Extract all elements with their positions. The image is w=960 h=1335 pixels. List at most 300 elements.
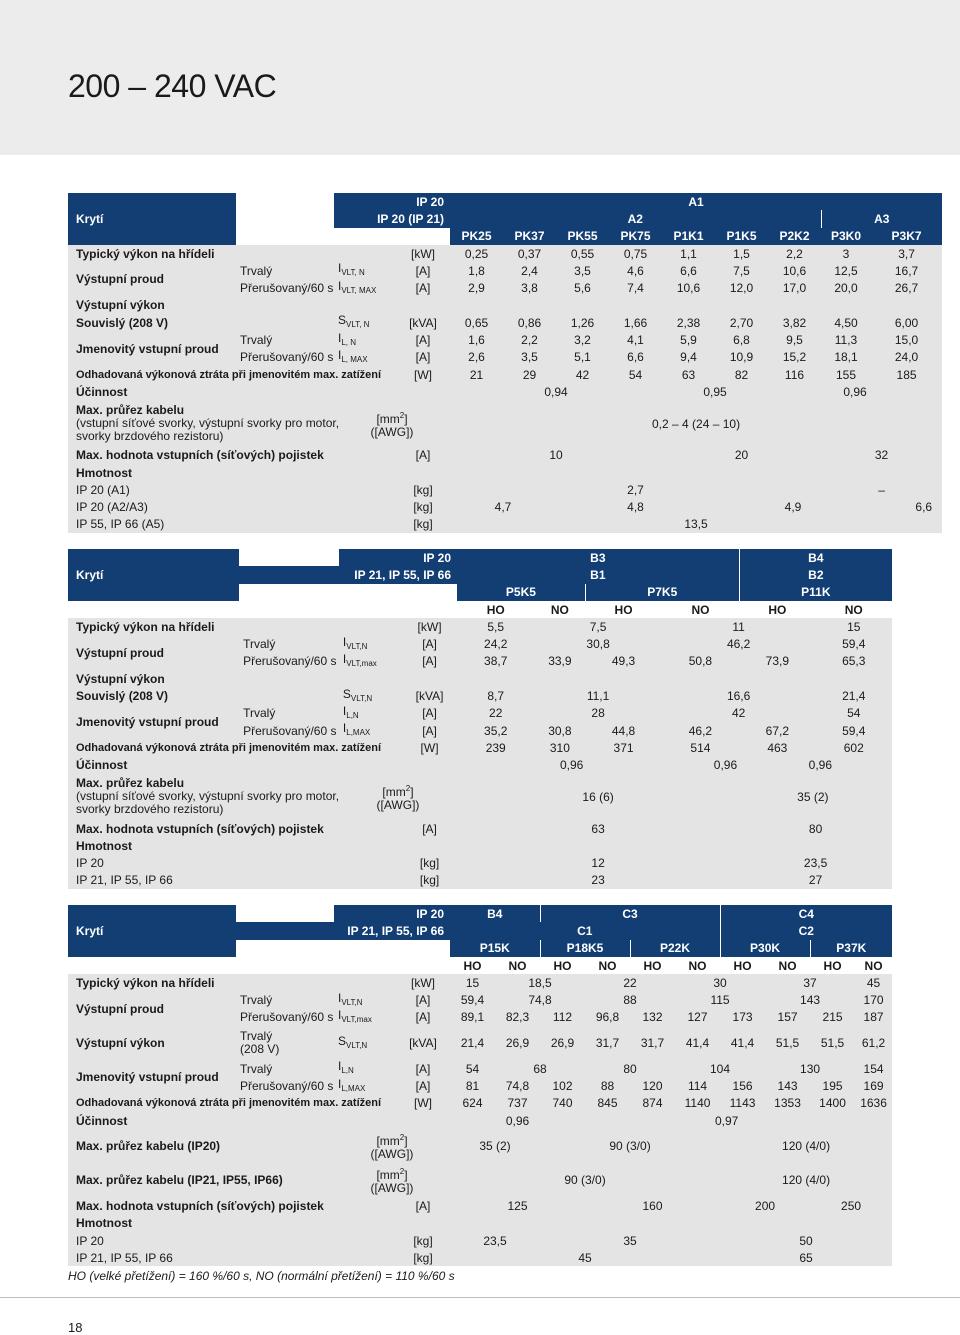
cell: 1636 (855, 1095, 892, 1112)
cell: 602 (816, 739, 892, 756)
cell: 239 (457, 739, 534, 756)
unit: [kg] (396, 481, 450, 498)
unit: [W] (396, 1095, 450, 1112)
row-label: Max. průřez kabelu (76, 776, 185, 791)
cell: 73,9 (739, 653, 815, 670)
cell: 0,96 (585, 757, 739, 774)
symbol-sub: L,N (346, 710, 359, 720)
model-code: P1K5 (715, 228, 768, 245)
cell: 0,65 (450, 314, 503, 331)
ho-label: HO (540, 957, 585, 974)
symbol-sub: VLT, N (346, 320, 370, 330)
symbol: S (338, 1033, 347, 1048)
unit: [A] (396, 1009, 450, 1026)
frame-c2: C2 (720, 922, 892, 939)
cell: 2,2 (768, 245, 821, 262)
row-label: Max. hodnota vstupních (síťových) pojistek (68, 447, 396, 464)
table-row (68, 1249, 892, 1266)
row-label: IP 20 (A2/A3) (68, 498, 396, 515)
row-note: (vstupní síťové svorky, výstupní svorky pro motor, (76, 416, 340, 431)
cell: 0,96 (768, 383, 942, 400)
model-code: P5K5 (457, 584, 585, 601)
cell: 154 (855, 1060, 892, 1077)
cell: 29 (503, 366, 556, 383)
symbol-sub: L, N (341, 337, 357, 347)
cell: 1,5 (715, 245, 768, 262)
cell: 112 (540, 1009, 585, 1026)
model-code: P3K7 (871, 228, 942, 245)
symbol-sub: L,MAX (341, 1083, 366, 1093)
frame-c4: C4 (720, 905, 892, 922)
table-row (68, 820, 892, 837)
cell: 120 (4/0) (720, 1129, 892, 1163)
symbol-sub: L,MAX (346, 728, 371, 738)
unit: [kVA] (396, 314, 450, 331)
cell: 0,2 – 4 (24 – 10) (450, 401, 942, 447)
unit: [A] (396, 447, 450, 464)
cell: 7,4 (609, 279, 662, 296)
cell: 22 (585, 974, 675, 991)
cell: 6,6 (609, 349, 662, 366)
unit: [kg] (396, 1232, 450, 1249)
unit: [A] (402, 653, 457, 670)
table-row (68, 447, 942, 464)
cell: 1400 (810, 1095, 855, 1112)
cell: 37 (765, 974, 855, 991)
cell: 63 (457, 820, 739, 837)
symbol-sub: L, MAX (341, 354, 368, 364)
row-label: Typický výkon na hřídeli (68, 245, 396, 262)
cell: 90 (3/0) (450, 1163, 720, 1197)
cell: 89,1 (450, 1009, 495, 1026)
unit: [kW] (402, 618, 457, 635)
table-row (68, 401, 942, 447)
unit: ([AWG]) (370, 424, 414, 439)
cell: 120 (4/0) (720, 1163, 892, 1197)
ip-label: IP 21, IP 55, IP 66 (236, 922, 450, 939)
table-row (68, 757, 892, 774)
sub-label: (208 V) (240, 1042, 280, 1057)
cell: 59,4 (816, 722, 892, 739)
cell: 81 (450, 1077, 495, 1094)
cell: 310 (534, 739, 585, 756)
row-label: Hmotnost (68, 1215, 892, 1232)
unit: [kg] (396, 498, 450, 515)
row-label: Souvislý (208 V) (68, 687, 339, 704)
cell: 15,2 (768, 349, 821, 366)
sub-label: Přerušovaný/60 s (236, 279, 334, 296)
cell: 463 (739, 739, 815, 756)
cell: 18,5 (495, 974, 585, 991)
cell: 173 (720, 1009, 765, 1026)
cell: 42 (556, 366, 609, 383)
unit: [A] (396, 279, 450, 296)
cell: 88 (585, 991, 675, 1008)
model-code: P37K (810, 940, 892, 957)
unit-sup: 2 (399, 1167, 405, 1177)
no-label: NO (534, 601, 585, 618)
sub-label: Trvalý (240, 1029, 273, 1044)
cell: 49,3 (585, 653, 661, 670)
cell: 35,2 (457, 722, 534, 739)
cell: 67,2 (739, 722, 815, 739)
cell: 45 (855, 974, 892, 991)
cell: 0,86 (503, 314, 556, 331)
frame-a2: A2 (450, 210, 821, 227)
frame-c3: C3 (540, 905, 720, 922)
cell: 26,9 (495, 1026, 540, 1060)
cell: 11,3 (821, 331, 871, 348)
symbol-sub: VLT,N (341, 997, 363, 1007)
cell: 31,7 (630, 1026, 675, 1060)
table-row (68, 464, 942, 481)
frame-b4: B4 (450, 905, 540, 922)
cell: 41,4 (675, 1026, 720, 1060)
row-label: Účinnost (68, 383, 450, 400)
cell: 7,5 (715, 262, 768, 279)
symbol: I (342, 634, 347, 649)
unit: [A] (402, 705, 457, 722)
cell: 10,6 (662, 279, 715, 296)
row-label: Max. průřez kabelu (76, 403, 185, 418)
sub-label: Trvalý (236, 1060, 334, 1077)
cell: 54 (816, 705, 892, 722)
ho-label: HO (630, 957, 675, 974)
symbol: I (338, 1076, 342, 1091)
unit: [mm (376, 1168, 400, 1183)
no-label: NO (585, 957, 630, 974)
cell: 2,4 (503, 262, 556, 279)
cell: 20,0 (821, 279, 871, 296)
unit: [kVA] (396, 1026, 450, 1060)
frame-c1: C1 (450, 922, 720, 939)
cell: 54 (450, 1060, 495, 1077)
model-code: P3K0 (821, 228, 871, 245)
footnote: HO (velké přetížení) = 160 %/60 s, NO (normální přetížení) = 110 %/60 s (68, 1269, 455, 1283)
cell: 1,8 (450, 262, 503, 279)
cell: 30 (675, 974, 765, 991)
table-row (68, 481, 942, 498)
cell: 0,75 (609, 245, 662, 262)
ip-label: IP 20 (IP 21) (334, 210, 450, 227)
unit: ] (404, 1134, 408, 1149)
model-code: P15K (450, 940, 540, 957)
cell: 28 (534, 705, 661, 722)
cell: 0,25 (450, 245, 503, 262)
ip-label: IP 20 (334, 193, 450, 210)
unit: [A] (396, 1077, 450, 1094)
cell: 143 (765, 991, 855, 1008)
cell: 27 (739, 872, 892, 889)
cell: 26,7 (871, 279, 942, 296)
cell: 6,8 (715, 331, 768, 348)
cell: 4,6 (609, 262, 662, 279)
unit-sup: 2 (399, 410, 405, 420)
cell: 624 (450, 1095, 495, 1112)
table-row (68, 297, 942, 314)
cell: 80 (585, 1060, 675, 1077)
symbol: I (338, 1059, 342, 1074)
cell: 15 (450, 974, 495, 991)
symbol-sub: VLT, MAX (341, 285, 377, 295)
cell: 3,5 (556, 262, 609, 279)
cell: 61,2 (855, 1026, 892, 1060)
cell: 35 (540, 1232, 720, 1249)
spec-table-c (68, 905, 892, 1266)
no-label: NO (855, 957, 892, 974)
table-row (68, 314, 942, 331)
cell: 157 (765, 1009, 810, 1026)
overload-row (68, 957, 892, 974)
symbol-sub: VLT,max (346, 658, 377, 668)
cell: 0,55 (556, 245, 609, 262)
cell: 7,5 (534, 618, 661, 635)
cell: 16 (6) (457, 774, 739, 820)
no-label: NO (495, 957, 540, 974)
cell: 65 (720, 1249, 892, 1266)
row-label: Výstupní výkon (68, 670, 892, 687)
sub-label: Trvalý (236, 991, 334, 1008)
cell: – (821, 481, 942, 498)
cell: 3,7 (871, 245, 942, 262)
cell: 38,7 (457, 653, 534, 670)
cell: 35 (2) (739, 774, 892, 820)
cell: 74,8 (495, 1077, 540, 1094)
cell: 32 (821, 447, 942, 464)
cell: 737 (495, 1095, 540, 1112)
cell: 115 (675, 991, 765, 1008)
model-code: P2K2 (768, 228, 821, 245)
unit: [kg] (402, 872, 457, 889)
unit: [kW] (396, 974, 450, 991)
table-row (68, 516, 942, 533)
cell: 2,2 (503, 331, 556, 348)
symbol-sub: VLT, N (341, 268, 365, 278)
cell: 4,7 (450, 498, 556, 515)
cell: 11,1 (534, 687, 661, 704)
model-code: PK25 (450, 228, 503, 245)
table-row (68, 262, 942, 279)
cell: 1,26 (556, 314, 609, 331)
cell: 120 (630, 1077, 675, 1094)
frame-b4: B4 (739, 549, 892, 566)
cell: 9,5 (768, 331, 821, 348)
enclosure-row (68, 193, 942, 210)
cell: 21,4 (450, 1026, 495, 1060)
enclosure-label: Krytí (68, 193, 236, 245)
unit: [mm (376, 1134, 400, 1149)
row-label: Max. průřez kabelu (IP20) (68, 1129, 334, 1163)
cell: 2,6 (450, 349, 503, 366)
table-row (68, 1197, 892, 1214)
page-number: 18 (68, 1320, 83, 1335)
cell: 1143 (720, 1095, 765, 1112)
symbol-sub: L,N (341, 1066, 354, 1076)
cell: 127 (675, 1009, 720, 1026)
unit: ] (404, 1168, 408, 1183)
cell: 82 (715, 366, 768, 383)
table-row (68, 1163, 892, 1197)
cell: 1,66 (609, 314, 662, 331)
cell: 6,6 (871, 498, 942, 515)
row-label: Výstupní výkon (68, 1026, 236, 1060)
model-code: P22K (630, 940, 720, 957)
cell: 59,4 (816, 635, 892, 652)
cell: 4,1 (609, 331, 662, 348)
cell: 187 (855, 1009, 892, 1026)
footer-divider (0, 1297, 960, 1298)
cell: 514 (662, 739, 739, 756)
cell: 24,0 (871, 349, 942, 366)
cell: 116 (768, 366, 821, 383)
row-label: Odhadovaná výkonová ztráta při jmenovitém max. zatížení (68, 366, 396, 383)
cell: 45 (450, 1249, 720, 1266)
unit: [kW] (396, 245, 450, 262)
cell: 1,1 (662, 245, 715, 262)
cell: 20 (662, 447, 821, 464)
spec-table-a (68, 193, 942, 533)
cell: 3 (821, 245, 871, 262)
cell: 874 (630, 1095, 675, 1112)
model-code: P1K1 (662, 228, 715, 245)
cell: 250 (810, 1197, 892, 1214)
unit: [A] (396, 1197, 450, 1214)
cell: 46,2 (662, 722, 739, 739)
cell: 59,4 (450, 991, 495, 1008)
row-label: Výstupní proud (68, 262, 236, 297)
no-label: NO (675, 957, 720, 974)
sub-label: Přerušovaný/60 s (239, 653, 339, 670)
unit: [kg] (396, 1249, 450, 1266)
row-label: Výstupní proud (68, 991, 236, 1026)
cell: 4,8 (556, 498, 715, 515)
cell: 17,0 (768, 279, 821, 296)
cell: 12 (457, 854, 739, 871)
unit: [kg] (402, 854, 457, 871)
cell: 0,94 (450, 383, 662, 400)
table-row (68, 1112, 892, 1129)
unit: ] (404, 411, 408, 426)
enclosure-label: Krytí (68, 549, 239, 601)
row-note: svorky brzdového rezistoru) (76, 802, 224, 817)
row-label: Odhadovaná výkonová ztráta při jmenovitém max. zatížení (68, 739, 402, 756)
table-row (68, 837, 892, 854)
frame-b1: B1 (457, 566, 739, 583)
table-row (68, 245, 942, 262)
row-label: Hmotnost (68, 837, 892, 854)
symbol: S (338, 313, 347, 328)
table-row (68, 1026, 892, 1060)
cell: 16,7 (871, 262, 942, 279)
sub-label: Přerušovaný/60 s (236, 349, 334, 366)
frame-a1: A1 (450, 193, 942, 210)
model-code: PK37 (503, 228, 556, 245)
cell: 35 (2) (450, 1129, 540, 1163)
cell: 169 (855, 1077, 892, 1094)
table-row (68, 618, 892, 635)
row-label: Typický výkon na hřídeli (68, 974, 396, 991)
cell: 5,5 (457, 618, 534, 635)
unit: [kVA] (402, 687, 457, 704)
symbol: I (342, 703, 347, 718)
cell: 74,8 (495, 991, 585, 1008)
cell: 5,9 (662, 331, 715, 348)
cell: 80 (739, 820, 892, 837)
cell: 0,97 (585, 1112, 892, 1129)
cell: 10,9 (715, 349, 768, 366)
cell: 143 (765, 1077, 810, 1094)
cell: 10,6 (768, 262, 821, 279)
cell: 68 (495, 1060, 585, 1077)
table-row (68, 1060, 892, 1077)
cell: 44,8 (585, 722, 661, 739)
cell: 740 (540, 1095, 585, 1112)
unit: ] (410, 784, 414, 799)
ho-label: HO (585, 601, 661, 618)
table-row (68, 974, 892, 991)
table-row (68, 774, 892, 820)
unit: [kg] (396, 516, 450, 533)
cell: 125 (450, 1197, 585, 1214)
unit: [A] (396, 331, 450, 348)
unit: [A] (396, 349, 450, 366)
unit: [A] (402, 635, 457, 652)
cell: 132 (630, 1009, 675, 1026)
enclosure-row (68, 905, 892, 922)
cell: 5,6 (556, 279, 609, 296)
unit: [A] (402, 722, 457, 739)
row-label: Účinnost (68, 757, 457, 774)
cell: 12,5 (821, 262, 871, 279)
sub-label: Přerušovaný/60 s (239, 722, 339, 739)
symbol: I (338, 261, 342, 276)
table-row (68, 635, 892, 652)
spec-table-b (68, 549, 892, 889)
enclosure-label: Krytí (68, 905, 236, 957)
symbol-sub: VLT,max (341, 1014, 372, 1024)
table-row (68, 854, 892, 871)
row-label: Výstupní proud (68, 635, 239, 670)
table-row (68, 687, 892, 704)
sub-label: Trvalý (239, 635, 339, 652)
table-row (68, 383, 942, 400)
cell: 50 (720, 1232, 892, 1249)
cell: 46,2 (662, 635, 816, 652)
overload-row (68, 601, 892, 618)
row-note: svorky brzdového rezistoru) (76, 429, 224, 444)
table-row (68, 705, 892, 722)
unit: [W] (402, 739, 457, 756)
row-label: Souvislý (208 V) (68, 314, 334, 331)
cell: 2,7 (450, 481, 821, 498)
cell: 30,8 (534, 635, 661, 652)
cell: 50,8 (662, 653, 739, 670)
cell: 1353 (765, 1095, 810, 1112)
cell: 63 (662, 366, 715, 383)
cell: 2,38 (662, 314, 715, 331)
cell: 130 (765, 1060, 855, 1077)
cell: 0,95 (662, 383, 768, 400)
ip-label: IP 21, IP 55, IP 66 (239, 566, 457, 583)
model-code: PK75 (609, 228, 662, 245)
unit: [A] (396, 991, 450, 1008)
cell: 16,6 (662, 687, 816, 704)
ho-label: HO (720, 957, 765, 974)
cell: 195 (810, 1077, 855, 1094)
cell: 18,1 (821, 349, 871, 366)
cell: 31,7 (585, 1026, 630, 1060)
unit: ([AWG]) (376, 797, 420, 812)
